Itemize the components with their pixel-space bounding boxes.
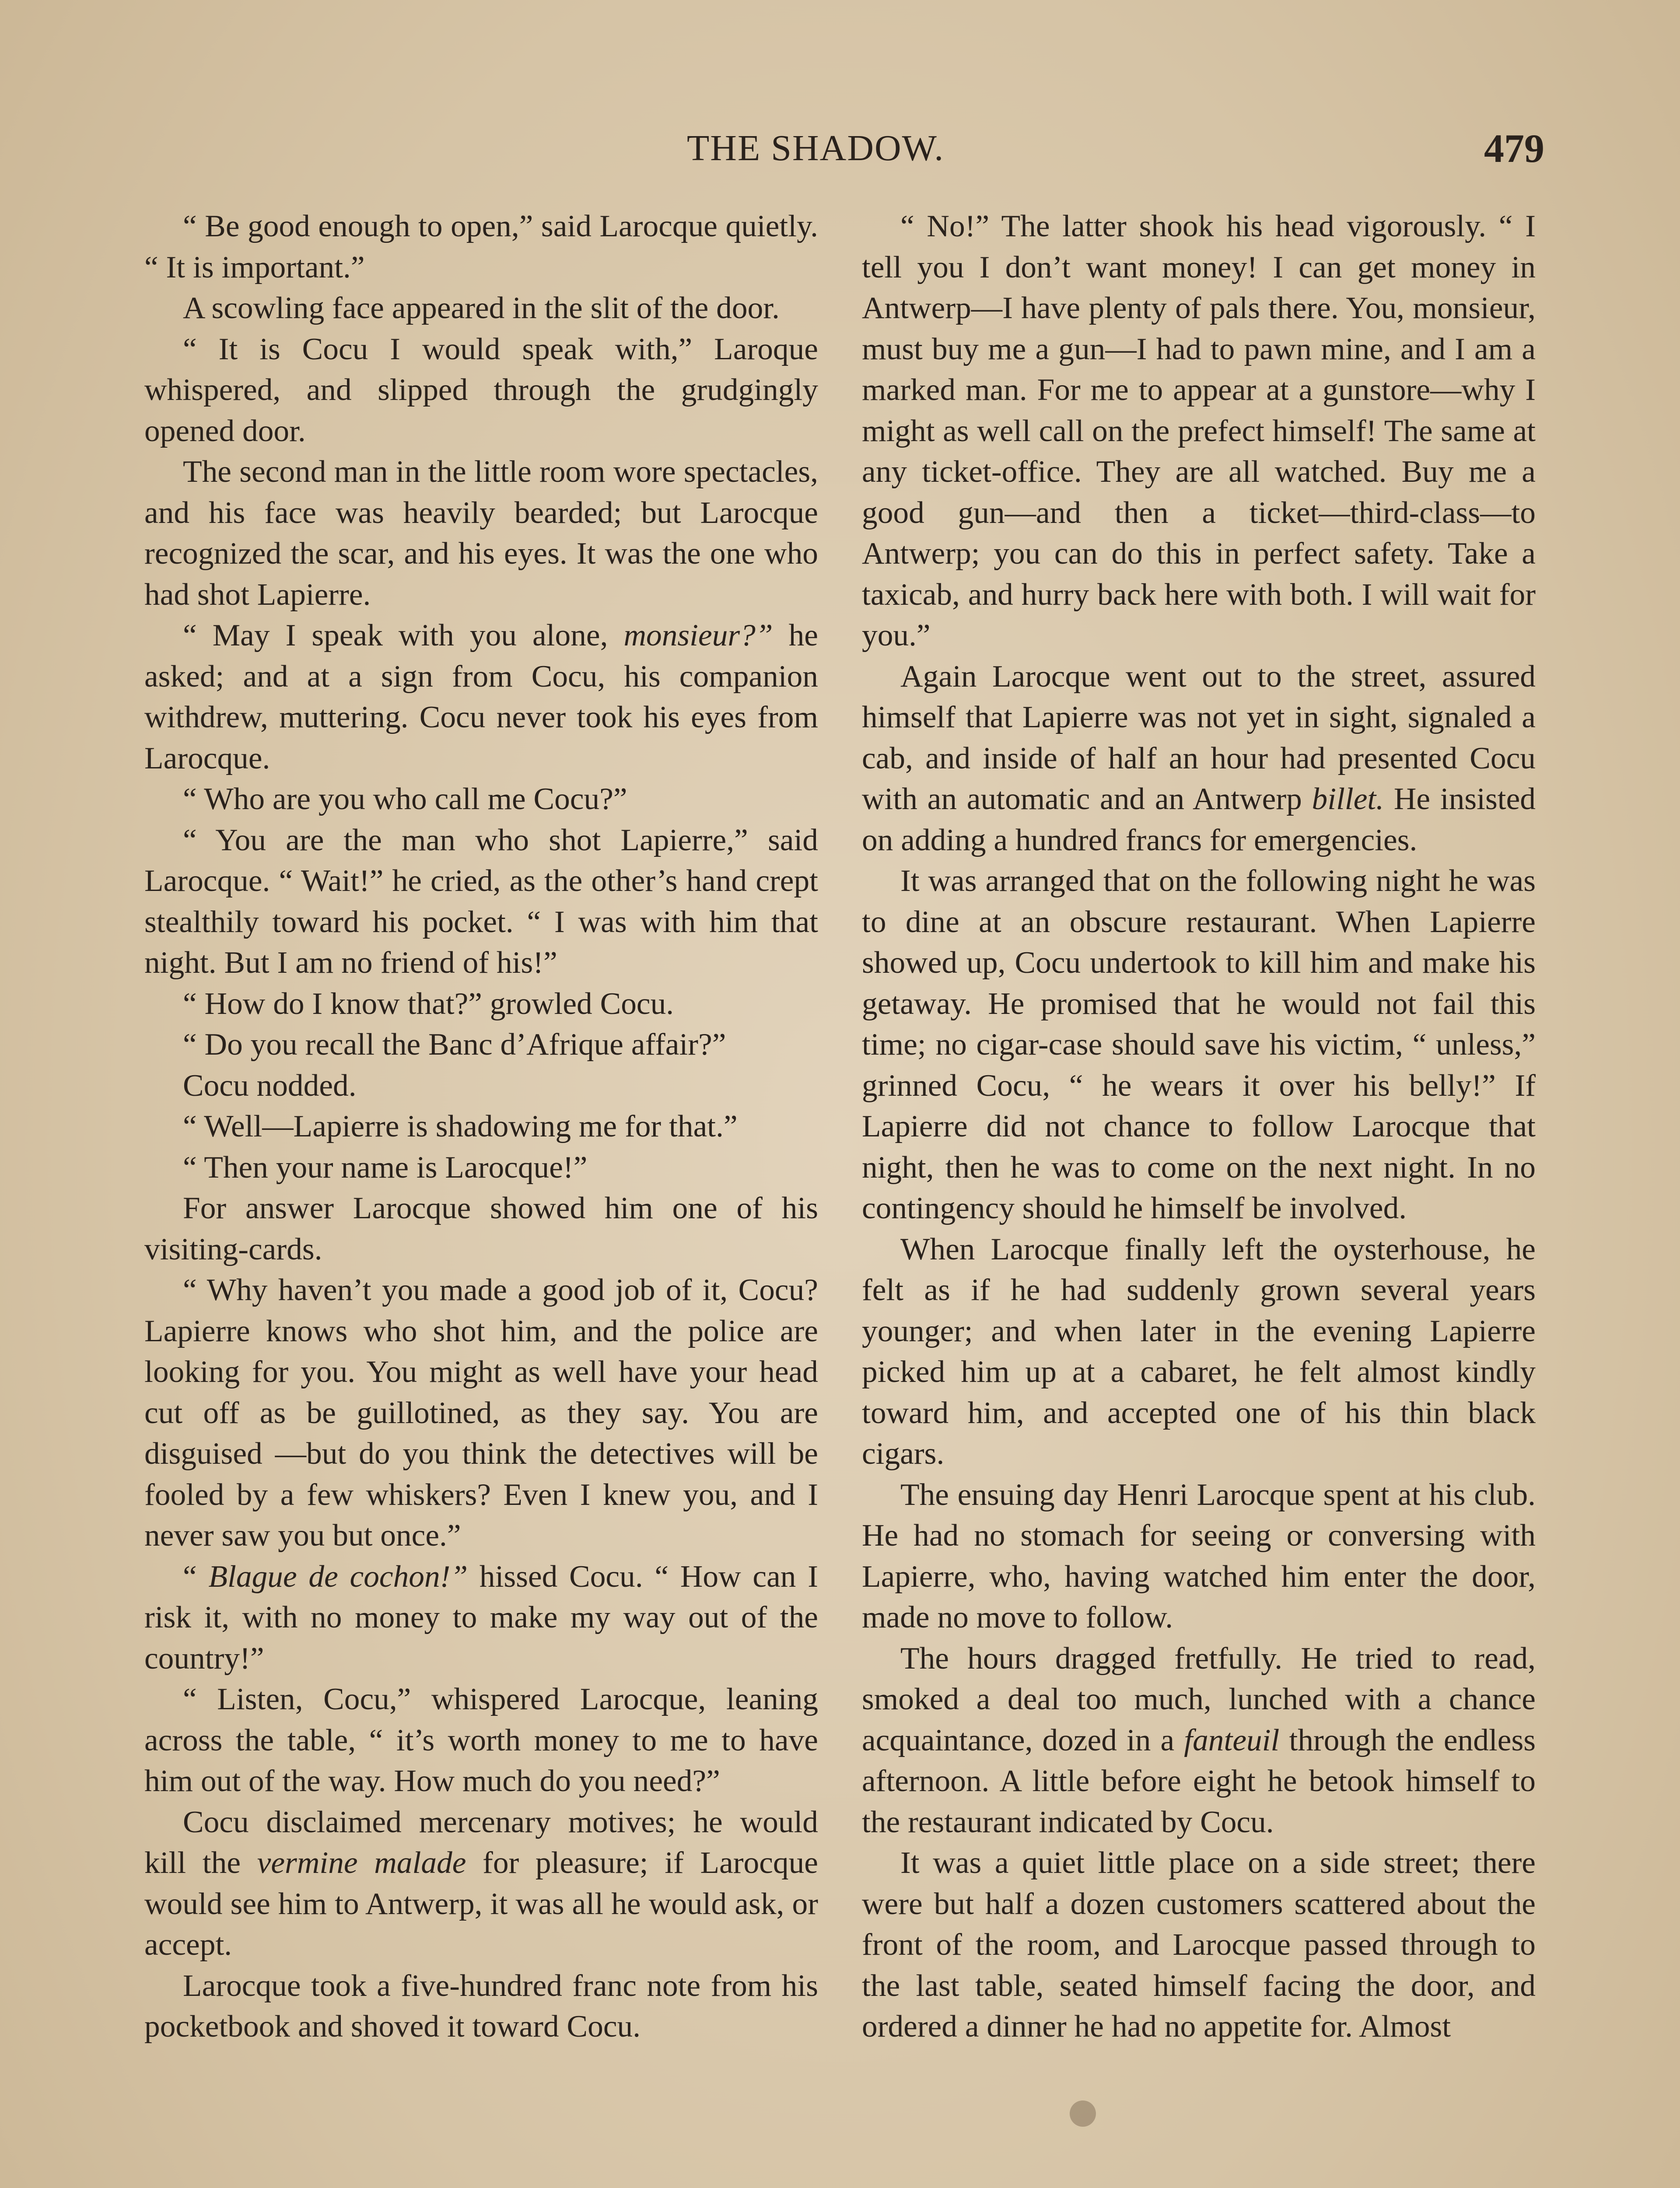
paragraph: When Larocque finally left the oysterhouse, he felt as if he had suddenly grown several years younger; and when later in the evening Lapierre picked him up at a cabaret, he felt almost kindly toward him, and accepted one of his thin black cigars. (862, 1231, 1536, 1471)
paragraph: “ How do I know that?” growled Cocu. (183, 986, 674, 1021)
paragraph-text: “ (183, 1559, 209, 1594)
paragraph: Larocque took a five-hundred franc note from his pocketbook and shoved it toward Cocu. (144, 1968, 818, 2044)
paragraph-text: Cocu disclaimed mercenary motives; he would kill the (144, 1804, 818, 1880)
paragraph: The second man in the little room wore spectacles, and his face was heavily bearded; but Larocque recognized the scar, and his eyes. It was the one who had shot Lapierre. (144, 454, 818, 612)
italic-phrase: fanteuil (1184, 1722, 1280, 1757)
paragraph: “ You are the man who shot Lapierre,” said Larocque. “ Wait!” he cried, as the other’s hand crept stealthily toward his pocket. “ I was with him that night. But I am no friend of his!” (144, 822, 818, 980)
italic-phrase: Blague de cochon!” (208, 1559, 468, 1594)
italic-phrase: monsieur?” (623, 618, 773, 652)
paragraph-text: The hours dragged fretfully. He tried to read, smoked a deal too much, lunched with a chance acquaintance, dozed in a (862, 1641, 1536, 1757)
text-columns (144, 206, 1536, 2188)
paragraph: “ It is Cocu I would speak with,” Laroque whispered, and slipped through the grudgingly opened door. (144, 331, 818, 448)
page-number: 479 (1484, 126, 1544, 171)
page-header (144, 127, 1544, 184)
paragraph-text: He insisted on adding a hundred francs for emergencies. (862, 782, 1536, 857)
paragraph: Cocu nodded. (183, 1068, 357, 1103)
right-column (862, 206, 1536, 2188)
italic-phrase: vermine malade (257, 1845, 466, 1880)
paragraph-text: Again Larocque went out to the street, assured himself that Lapierre was not yet in sight, signaled a cab, and inside of half an hour had presented Cocu with an automatic and an Antwerp (862, 659, 1536, 816)
italic-phrase: billet. (1312, 782, 1384, 816)
paragraph: The ensuing day Henri Larocque spent at his club. He had no stomach for seeing or conversing with Lapierre, who, having watched him enter the door, made no move to follow. (862, 1477, 1536, 1634)
paragraph-text: he asked; and at a sign from Cocu, his companion withdrew, muttering. Cocu never took his eyes from Larocque. (144, 618, 818, 775)
paragraph: “ Be good enough to open,” said Larocque quietly. “ It is important.” (144, 209, 818, 284)
paragraph (144, 615, 818, 778)
paragraph-text: for pleasure; if Larocque would see him to Antwerp, it was all he would ask, or accept. (144, 1845, 818, 1962)
paragraph: A scowling face appeared in the slit of the door. (183, 291, 780, 325)
paragraph: For answer Larocque showed him one of his visiting-cards. (144, 1191, 818, 1266)
paragraph-text: “ May I speak with you alone, (183, 618, 624, 652)
paragraph: “ Listen, Cocu,” whispered Larocque, leaning across the table, “ it’s worth money to me to have him out of the way. How much do you need?” (144, 1682, 818, 1798)
paragraph (862, 656, 1536, 861)
paragraph: “ Then your name is Larocque!” (183, 1150, 588, 1185)
paragraph: “ No!” The latter shook his head vigorously. “ I tell you I don’t want money! I can get money in Antwerp—I have plenty of pals there. You, monsieur, must buy me a gun—I had to pawn mine, and I am a marked man. For me to appear at a gunstore—why I might as well call on the prefect himself! The same at any ticket-office. They are all watched. Buy me a good gun—and then a ticket—third-class—to Antwerp; you can do this in perfect safety. Take a taxicab, and hurry back here with both. I will wait for you.” (862, 209, 1536, 652)
paragraph (144, 1556, 818, 1679)
paragraph: It was a quiet little place on a side street; there were but half a dozen customers scattered about the front of the room, and Larocque passed through to the last table, seated himself facing the door, and ordered a dinner he had no appetite for. Almost (862, 1845, 1536, 2044)
left-column (144, 206, 818, 2188)
paragraph: “ Why haven’t you made a good job of it, Cocu? Lapierre knows who shot him, and the police are looking for you. You might as well have your head cut off as be guillotined, as they say. You are disguised —but do you think the detectives will be fooled by a few whiskers? Even I knew you, and I never saw you but once.” (144, 1273, 818, 1553)
paragraph (144, 1802, 818, 1965)
paragraph (862, 1638, 1536, 1843)
paragraph: “ Well—Lapierre is shadowing me for that.” (183, 1109, 738, 1143)
running-title: THE SHADOW. (687, 128, 945, 168)
paragraph: “ Who are you who call me Cocu?” (183, 782, 627, 816)
paragraph-text: hissed Cocu. “ How can I risk it, with no money to make my way out of the country!” (144, 1559, 818, 1676)
paragraph-text: through the endless afternoon. A little before eight he betook himself to the restaurant indicated by Cocu. (862, 1722, 1536, 1839)
paragraph: “ Do you recall the Banc d’Afrique affair?” (183, 1027, 726, 1062)
paragraph: It was arranged that on the following night he was to dine at an obscure restaurant. When Lapierre showed up, Cocu undertook to kill him and make his getaway. He promised that he would not fail this time; no cigar-case should save his victim, “ unless,” grinned Cocu, “ he wears it over his belly!” If Lapierre did not chance to follow Larocque that night, then he was to come on the next night. In no contingency should he himself be involved. (862, 863, 1536, 1225)
